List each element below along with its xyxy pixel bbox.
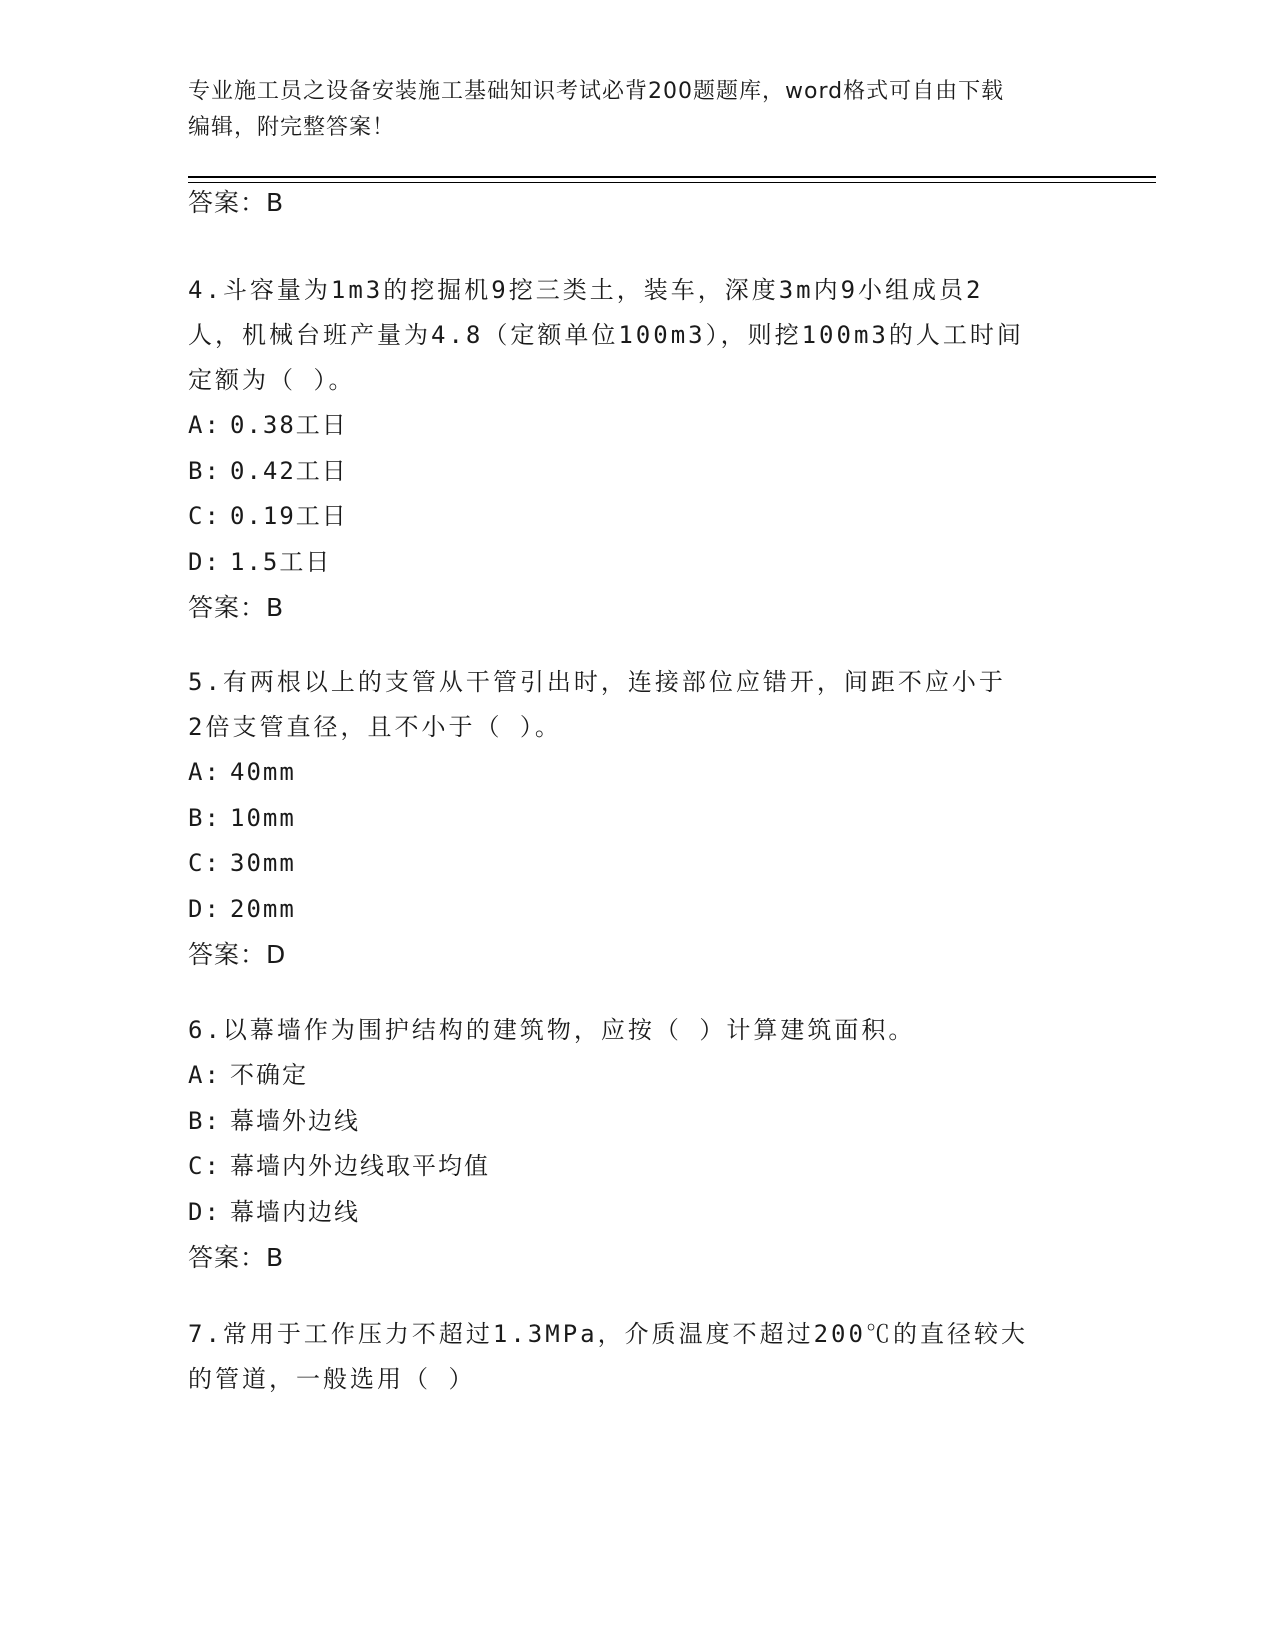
question-text-line: 7.常用于工作压力不超过1.3MPa，介质温度不超过200℃的直径较大: [188, 1320, 1028, 1348]
answer-value: B: [266, 188, 285, 217]
answer-label: 答案：: [188, 940, 267, 969]
option-text: 幕墙外边线: [230, 1106, 360, 1135]
answer-value: B: [266, 593, 285, 622]
option-text: 20mm: [230, 894, 296, 923]
option-text: 0.19工日: [230, 502, 348, 530]
option-b: [188, 449, 1088, 495]
answer-label: 答案：: [188, 1243, 267, 1272]
option-letter: B:: [188, 803, 221, 832]
question-7: [188, 1312, 1088, 1402]
answer-label: 答案：: [188, 593, 267, 622]
option-letter: C:: [188, 849, 221, 877]
answer-line: [188, 1235, 1088, 1280]
question-5: [188, 660, 1088, 977]
question-4: [188, 268, 1088, 630]
option-letter: C:: [188, 502, 221, 530]
option-letter: D:: [188, 1197, 221, 1226]
option-letter: D:: [188, 547, 221, 576]
option-letter: A:: [188, 758, 221, 786]
option-text: 幕墙内外边线取平均值: [230, 1152, 490, 1180]
option-letter: A:: [188, 411, 221, 439]
option-letter: B:: [188, 456, 221, 485]
header-line-2: 编辑，附完整答案！: [188, 115, 396, 140]
option-text: 1.5工日: [230, 547, 332, 576]
option-text: 幕墙内边线: [230, 1197, 360, 1226]
question-text-line: 4.斗容量为1m3的挖掘机9挖三类土，装车，深度3m内9小组成员2: [188, 276, 984, 304]
question-text-line: 的管道，一般选用（ ）: [188, 1365, 476, 1393]
option-c: [188, 494, 1088, 540]
option-d: [188, 1190, 1088, 1236]
option-b: [188, 796, 1088, 842]
option-text: 30mm: [230, 849, 296, 877]
document-header: [188, 74, 1088, 146]
answer-label: 答案：: [188, 188, 267, 217]
answer-value: D: [266, 940, 287, 969]
answer-line: [188, 585, 1088, 630]
option-letter: C:: [188, 1152, 221, 1180]
option-text: 不确定: [230, 1061, 308, 1089]
question-text-line: 2倍支管直径，且不小于（ ）。: [188, 713, 562, 741]
option-text: 40mm: [230, 758, 296, 786]
option-d: [188, 540, 1088, 586]
option-c: [188, 841, 1088, 887]
option-a: [188, 1053, 1088, 1099]
answer-line: [188, 180, 1088, 225]
answer-value: B: [266, 1243, 285, 1272]
option-letter: B:: [188, 1106, 221, 1135]
option-letter: D:: [188, 894, 221, 923]
option-text: 10mm: [230, 803, 296, 832]
question-text-line: 6.以幕墙作为围护结构的建筑物，应按（ ）计算建筑面积。: [188, 1016, 916, 1044]
answer-line: [188, 932, 1088, 977]
option-a: [188, 403, 1088, 449]
question-6: [188, 1008, 1088, 1280]
question-text-line: 5.有两根以上的支管从干管引出时，连接部位应错开，间距不应小于: [188, 668, 1006, 696]
header-line-1: 专业施工员之设备安装施工基础知识考试必背200题题库，word格式可自由下载: [188, 79, 1005, 104]
option-text: 0.38工日: [230, 411, 348, 439]
option-b: [188, 1099, 1088, 1145]
option-a: [188, 750, 1088, 796]
question-text-line: 定额为（ ）。: [188, 366, 356, 394]
question-text-line: 人，机械台班产量为4.8（定额单位100m3），则挖100m3的人工时间: [188, 321, 1024, 349]
header-divider-thick: [188, 176, 1156, 178]
option-letter: A:: [188, 1061, 221, 1089]
option-text: 0.42工日: [230, 456, 348, 485]
option-c: [188, 1144, 1088, 1190]
option-d: [188, 887, 1088, 933]
